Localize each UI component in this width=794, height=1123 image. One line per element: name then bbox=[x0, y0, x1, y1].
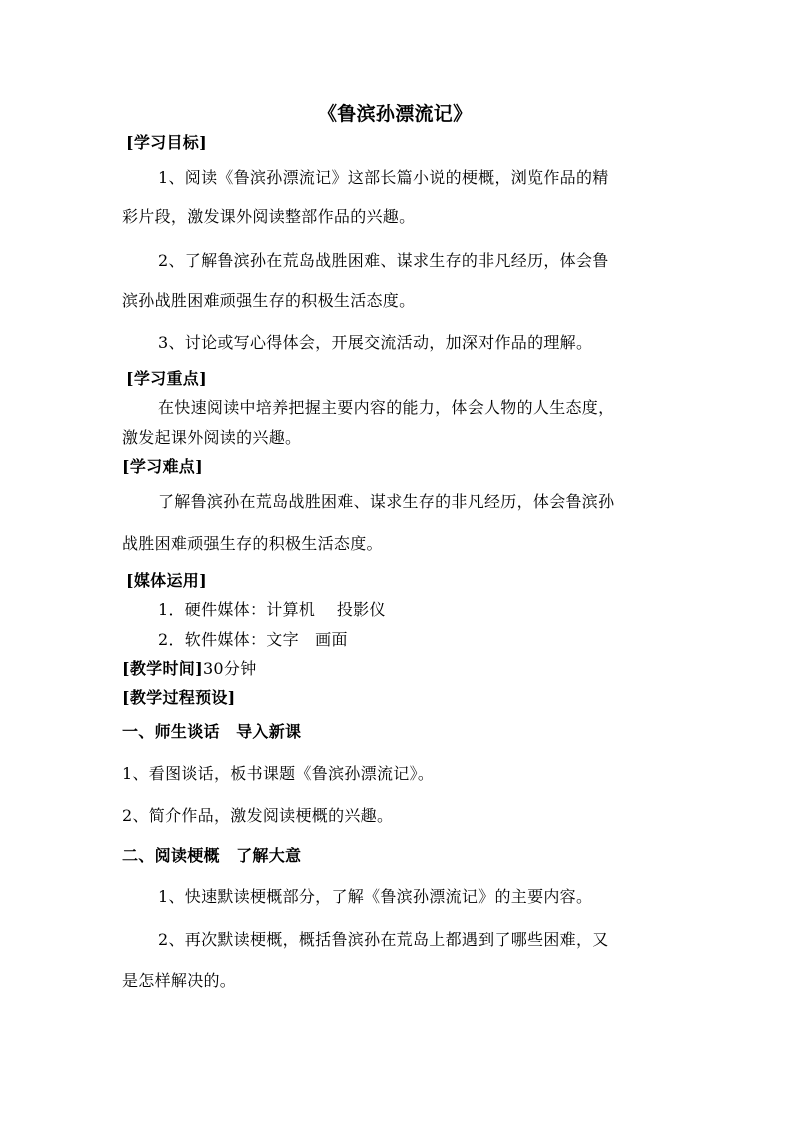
objectives-heading: [学习目标] bbox=[126, 133, 207, 152]
objective-3: 3、讨论或写心得体会，开展交流活动，加深对作品的理解。 bbox=[158, 333, 593, 352]
section-2-item-1: 1、快速默读梗概部分，了解《鲁滨孙漂流记》的主要内容。 bbox=[158, 887, 593, 906]
teaching-time-heading: [教学时间] bbox=[122, 659, 203, 678]
media-software: 2．软件媒体：文字 画面 bbox=[158, 630, 348, 649]
objective-1-line-2: 彩片段，激发课外阅读整部作品的兴趣。 bbox=[122, 207, 416, 226]
media-heading: [媒体运用] bbox=[126, 571, 207, 590]
section-2-heading: 二、阅读梗概 了解大意 bbox=[122, 846, 302, 865]
process-heading: [教学过程预设] bbox=[122, 688, 236, 707]
media-hardware: 1．硬件媒体：计算机 投影仪 bbox=[158, 600, 386, 619]
document-title: 《鲁滨孙漂流记》 bbox=[318, 103, 473, 125]
section-1-heading: 一、师生谈话 导入新课 bbox=[122, 722, 302, 741]
section-1-item-2: 2、简介作品，激发阅读梗概的兴趣。 bbox=[122, 806, 394, 825]
key-points-line-1: 在快速阅读中培养把握主要内容的能力，体会人物的人生态度， bbox=[158, 398, 615, 417]
key-points-heading: [学习重点] bbox=[126, 369, 207, 388]
objective-2-line-2: 滨孙战胜困难顽强生存的积极生活态度。 bbox=[122, 291, 416, 310]
difficulties-line-1: 了解鲁滨孙在荒岛战胜困难、谋求生存的非凡经历，体会鲁滨孙 bbox=[158, 492, 615, 511]
objective-1-line-1: 1、阅读《鲁滨孙漂流记》这部长篇小说的梗概，浏览作品的精 bbox=[158, 168, 609, 187]
key-points-line-2: 激发起课外阅读的兴趣。 bbox=[122, 428, 302, 447]
objective-2-line-1: 2、了解鲁滨孙在荒岛战胜困难、谋求生存的非凡经历，体会鲁 bbox=[158, 251, 609, 270]
teaching-time bbox=[122, 659, 257, 679]
section-2-item-2-line-2: 是怎样解决的。 bbox=[122, 971, 237, 990]
difficulties-line-2: 战胜困难顽强生存的积极生活态度。 bbox=[122, 534, 383, 553]
difficulties-heading: [学习难点] bbox=[122, 457, 203, 476]
section-2-item-2-line-1: 2、再次默读梗概，概括鲁滨孙在荒岛上都遇到了哪些困难，又 bbox=[158, 930, 609, 949]
section-1-item-1: 1、看图谈话，板书课题《鲁滨孙漂流记》。 bbox=[122, 764, 435, 783]
teaching-time-value: 30分钟 bbox=[202, 659, 257, 678]
